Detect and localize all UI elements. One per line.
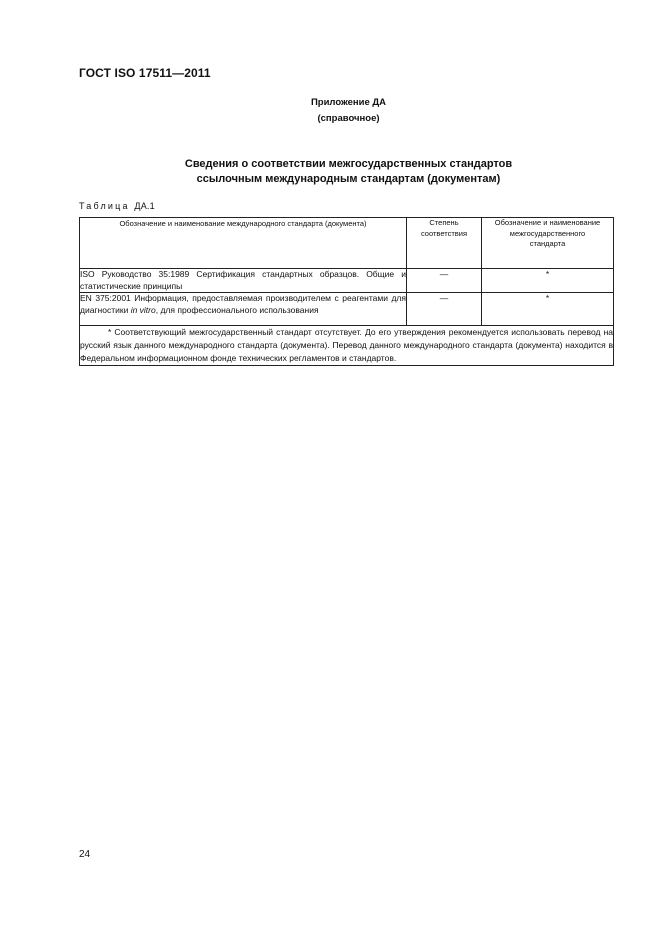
row-name-part1: EN 375:2001 Информация, предоставляемая производителем с реагентами для диагностики	[80, 293, 406, 315]
table-caption-word: Таблица	[79, 201, 130, 211]
header-interstate-line2: межгосударственного	[509, 228, 586, 238]
section-title	[0, 157, 661, 187]
header-degree-line1: Степень	[429, 218, 459, 227]
annex-title: Приложение ДА	[310, 97, 387, 108]
header-interstate-standard	[482, 218, 614, 269]
table-row	[80, 293, 614, 326]
standards-table	[79, 217, 614, 366]
row-degree: —	[407, 269, 482, 293]
row-international-standard	[80, 293, 407, 326]
table-row	[80, 269, 614, 293]
table-footnote-row	[80, 326, 614, 366]
header-interstate-line1: Обозначение и наименование	[494, 218, 601, 227]
table-caption	[79, 201, 155, 211]
header-degree	[407, 218, 482, 269]
row-interstate-standard: *	[482, 293, 614, 326]
header-international-standard: Обозначение и наименование международного стандарта (документа)	[80, 218, 407, 269]
row-interstate-standard: *	[482, 269, 614, 293]
header-degree-line2: соответствия	[420, 228, 468, 238]
row-degree: —	[407, 293, 482, 326]
row-international-standard: ISO Руководство 35:1989 Сертификация стандартных образцов. Общие и статистические принципы	[80, 269, 406, 291]
header-interstate-line3: стандарта	[529, 239, 566, 248]
document-header: ГОСТ ISO 17511—2011	[79, 66, 211, 80]
row-name-part2: , для профессионального использования	[155, 304, 319, 315]
table-header-row	[80, 218, 614, 269]
row-name-italic: in vitro	[130, 304, 156, 315]
page-number: 24	[79, 849, 91, 860]
annex-subtitle: (справочное)	[317, 113, 380, 124]
section-title-line1: Сведения о соответствии межгосударственных стандартов	[184, 158, 513, 170]
annex-heading	[0, 95, 661, 127]
table-footnote	[80, 326, 614, 366]
footnote-text: * Соответствующий межгосударственный стандарт отсутствует. До его утверждения рекомендуется использовать перевод на русский язык данного международного стандарта (документа). Перевод данного международного стандарта (документа) находится в Федеральном информационном фонде технических регламентов и стандартов.	[80, 327, 613, 363]
table-caption-number: ДА.1	[134, 201, 155, 211]
section-title-line2: ссылочным международным стандартам (документам)	[196, 173, 501, 185]
